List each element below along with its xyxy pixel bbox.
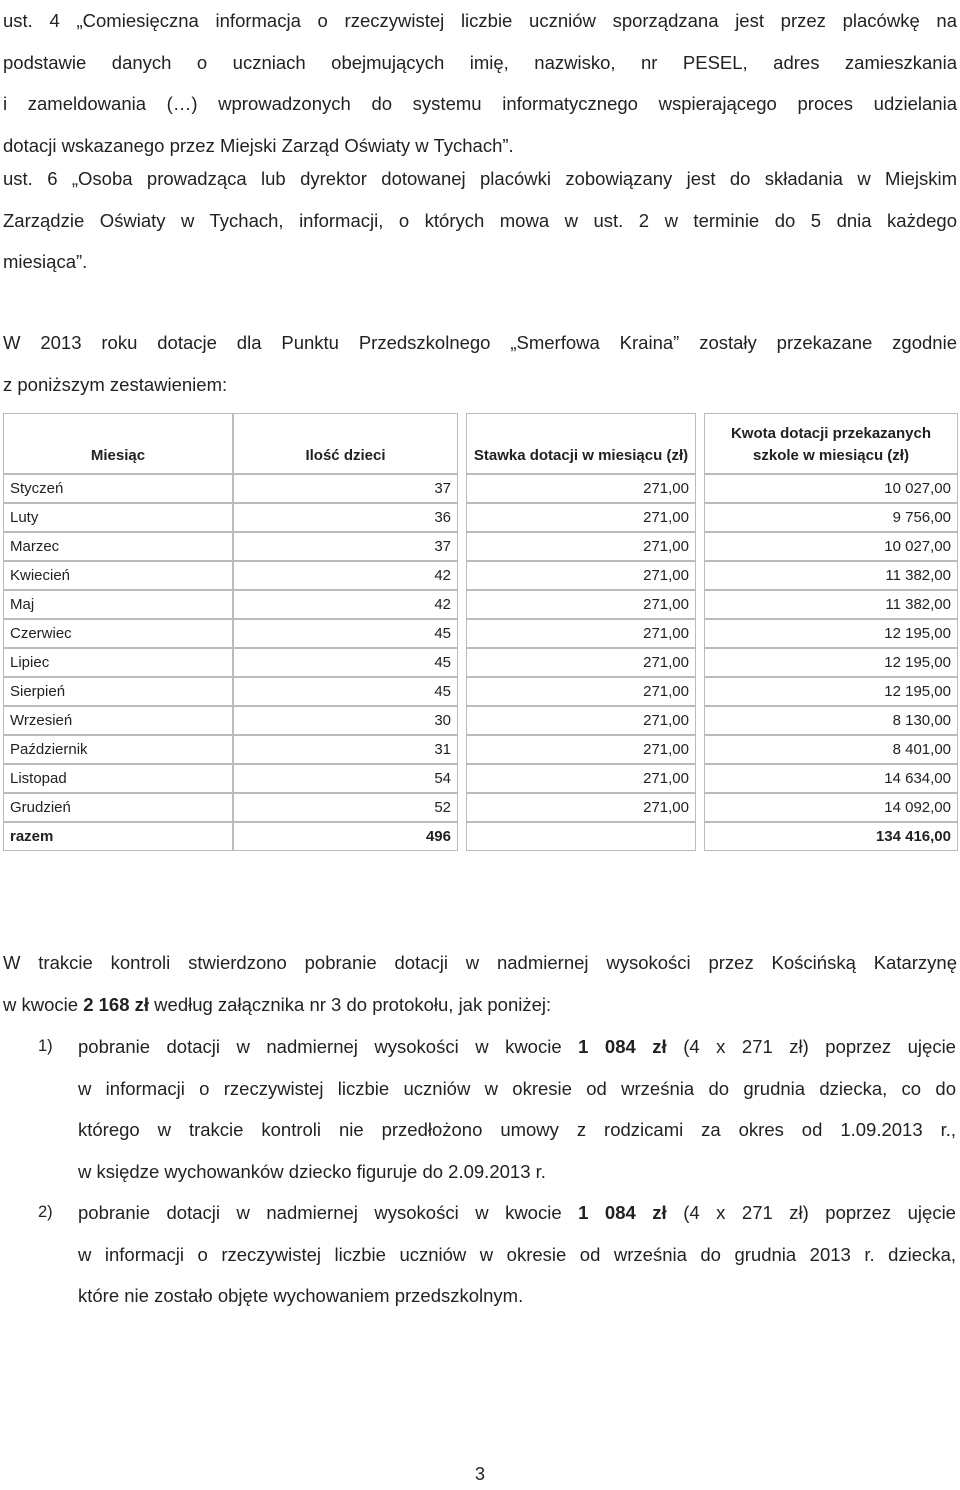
cell-children: 52: [233, 793, 458, 822]
cell-rate: 271,00: [466, 793, 696, 822]
cell-month: Grudzień: [3, 793, 233, 822]
table-row: [3, 764, 958, 793]
table-row: [3, 590, 958, 619]
header-month: Miesiąc: [3, 413, 233, 474]
table-row: [3, 677, 958, 706]
cell-children: 45: [233, 648, 458, 677]
cell-children: 37: [233, 474, 458, 503]
paragraph-ust6: [3, 158, 957, 283]
table-row: [3, 735, 958, 764]
cell-month: Październik: [3, 735, 233, 764]
table-row: [3, 619, 958, 648]
cell-rate: 271,00: [466, 619, 696, 648]
cell-amount: 8 130,00: [704, 706, 958, 735]
cell-children: 31: [233, 735, 458, 764]
text-line: Zarządzie Oświaty w Tychach, informacji, o których mowa w ust. 2 w terminie do 5 dnia każdego: [3, 209, 957, 231]
cell-amount: 134 416,00: [704, 822, 958, 851]
cell-rate: 271,00: [466, 561, 696, 590]
cell-month: Sierpień: [3, 677, 233, 706]
cell-children: 496: [233, 822, 458, 851]
text-line: w informacji o rzeczywistej liczbie uczniów w okresie od września do grudnia 2013 r. dziecka,: [78, 1243, 956, 1265]
cell-rate: 271,00: [466, 503, 696, 532]
cell-month: Kwiecień: [3, 561, 233, 590]
text-line: W trakcie kontroli stwierdzono pobranie dotacji w nadmiernej wysokości przez Kościńską Katarzynę: [3, 952, 957, 973]
cell-rate: 271,00: [466, 532, 696, 561]
text-line: w informacji o rzeczywistej liczbie uczniów w okresie od września do grudnia dziecka, co do: [78, 1077, 956, 1099]
table-row: [3, 706, 958, 735]
text-line: pobranie dotacji w nadmiernej wysokości w kwocie 1 084 zł (4 x 271 zł) poprzez ujęcie: [78, 1036, 956, 1057]
cell-amount: 14 092,00: [704, 793, 958, 822]
paragraph-ust4: [3, 0, 957, 166]
cell-month: Marzec: [3, 532, 233, 561]
text-line: w księdze wychowanków dziecko figuruje do 2.09.2013 r.: [78, 1160, 546, 1182]
paragraph-findings: [3, 942, 957, 1025]
cell-amount: 10 027,00: [704, 532, 958, 561]
cell-children: 45: [233, 619, 458, 648]
text-line: miesiąca”.: [3, 251, 88, 272]
cell-month: Czerwiec: [3, 619, 233, 648]
table-row: [3, 532, 958, 561]
cell-amount: 10 027,00: [704, 474, 958, 503]
cell-month: Luty: [3, 503, 233, 532]
cell-amount: 11 382,00: [704, 590, 958, 619]
cell-rate: 271,00: [466, 474, 696, 503]
subsidy-table: [3, 413, 958, 851]
text-line: które nie zostało objęte wychowaniem przedszkolnym.: [78, 1285, 524, 1306]
text-line: z poniższym zestawieniem:: [3, 373, 228, 395]
cell-month: Maj: [3, 590, 233, 619]
header-children: Ilość dzieci: [233, 413, 458, 474]
table-row: [3, 793, 958, 822]
amount-bold: 2 168 zł: [83, 993, 150, 1015]
cell-rate: 271,00: [466, 590, 696, 619]
cell-month: Styczeń: [3, 474, 233, 503]
list-number: 1): [38, 1037, 53, 1055]
table-row: [3, 503, 958, 532]
cell-amount: 9 756,00: [704, 503, 958, 532]
cell-amount: 12 195,00: [704, 648, 958, 677]
text-line: którego w trakcie kontroli nie przedłożono umowy z rodzicami za okres od 1.09.2013 r.,: [78, 1119, 956, 1140]
cell-month: Lipiec: [3, 648, 233, 677]
text-line: i zameldowania (…) wprowadzonych do systemu informatycznego wspierającego proces udzielania: [3, 93, 957, 114]
cell-amount: 12 195,00: [704, 619, 958, 648]
cell-rate: 271,00: [466, 648, 696, 677]
cell-amount: 8 401,00: [704, 735, 958, 764]
cell-rate: 271,00: [466, 764, 696, 793]
text-line: podstawie danych o uczniach obejmujących imię, nazwisko, nr PESEL, adres zamieszkania: [3, 51, 957, 73]
header-amount: Kwota dotacji przekazanych szkole w miesiącu (zł): [704, 413, 958, 474]
header-rate: Stawka dotacji w miesiącu (zł): [466, 413, 696, 474]
cell-rate: 271,00: [466, 677, 696, 706]
cell-rate: [466, 822, 696, 851]
table-header-row: [3, 413, 958, 474]
cell-month: Wrzesień: [3, 706, 233, 735]
cell-children: 54: [233, 764, 458, 793]
table-row: [3, 561, 958, 590]
text-line: dotacji wskazanego przez Miejski Zarząd Oświaty w Tychach”.: [3, 134, 514, 156]
page-number: 3: [474, 1464, 485, 1484]
table-row: [3, 474, 958, 503]
paragraph-table-intro: [3, 322, 957, 405]
table-body: [3, 474, 958, 851]
text-line: ust. 6 „Osoba prowadząca lub dyrektor dotowanej placówki zobowiązany jest do składania w Miejskim: [3, 168, 957, 189]
list-number: 2): [38, 1203, 53, 1221]
text-line: ust. 4 „Comiesięczna informacja o rzeczywistej liczbie uczniów sporządzana jest przez placówkę na: [3, 10, 957, 31]
text-line: pobranie dotacji w nadmiernej wysokości w kwocie 1 084 zł (4 x 271 zł) poprzez ujęcie: [78, 1202, 956, 1223]
cell-children: 42: [233, 561, 458, 590]
table-row: [3, 648, 958, 677]
amount-bold: 1 084 zł: [578, 1036, 667, 1057]
table-total-row: [3, 822, 958, 851]
cell-month: Listopad: [3, 764, 233, 793]
text-line: W 2013 roku dotacje dla Punktu Przedszkolnego „Smerfowa Kraina” zostały przekazane zgodnie: [3, 332, 957, 353]
cell-month: razem: [3, 822, 233, 851]
cell-amount: 12 195,00: [704, 677, 958, 706]
cell-children: 36: [233, 503, 458, 532]
amount-bold: 1 084 zł: [578, 1202, 667, 1223]
cell-children: 37: [233, 532, 458, 561]
cell-amount: 11 382,00: [704, 561, 958, 590]
cell-rate: 271,00: [466, 735, 696, 764]
cell-rate: 271,00: [466, 706, 696, 735]
cell-children: 45: [233, 677, 458, 706]
cell-amount: 14 634,00: [704, 764, 958, 793]
cell-children: 30: [233, 706, 458, 735]
cell-children: 42: [233, 590, 458, 619]
text-line: w kwocie 2 168 zł według załącznika nr 3 do protokołu, jak poniżej:: [3, 993, 552, 1015]
